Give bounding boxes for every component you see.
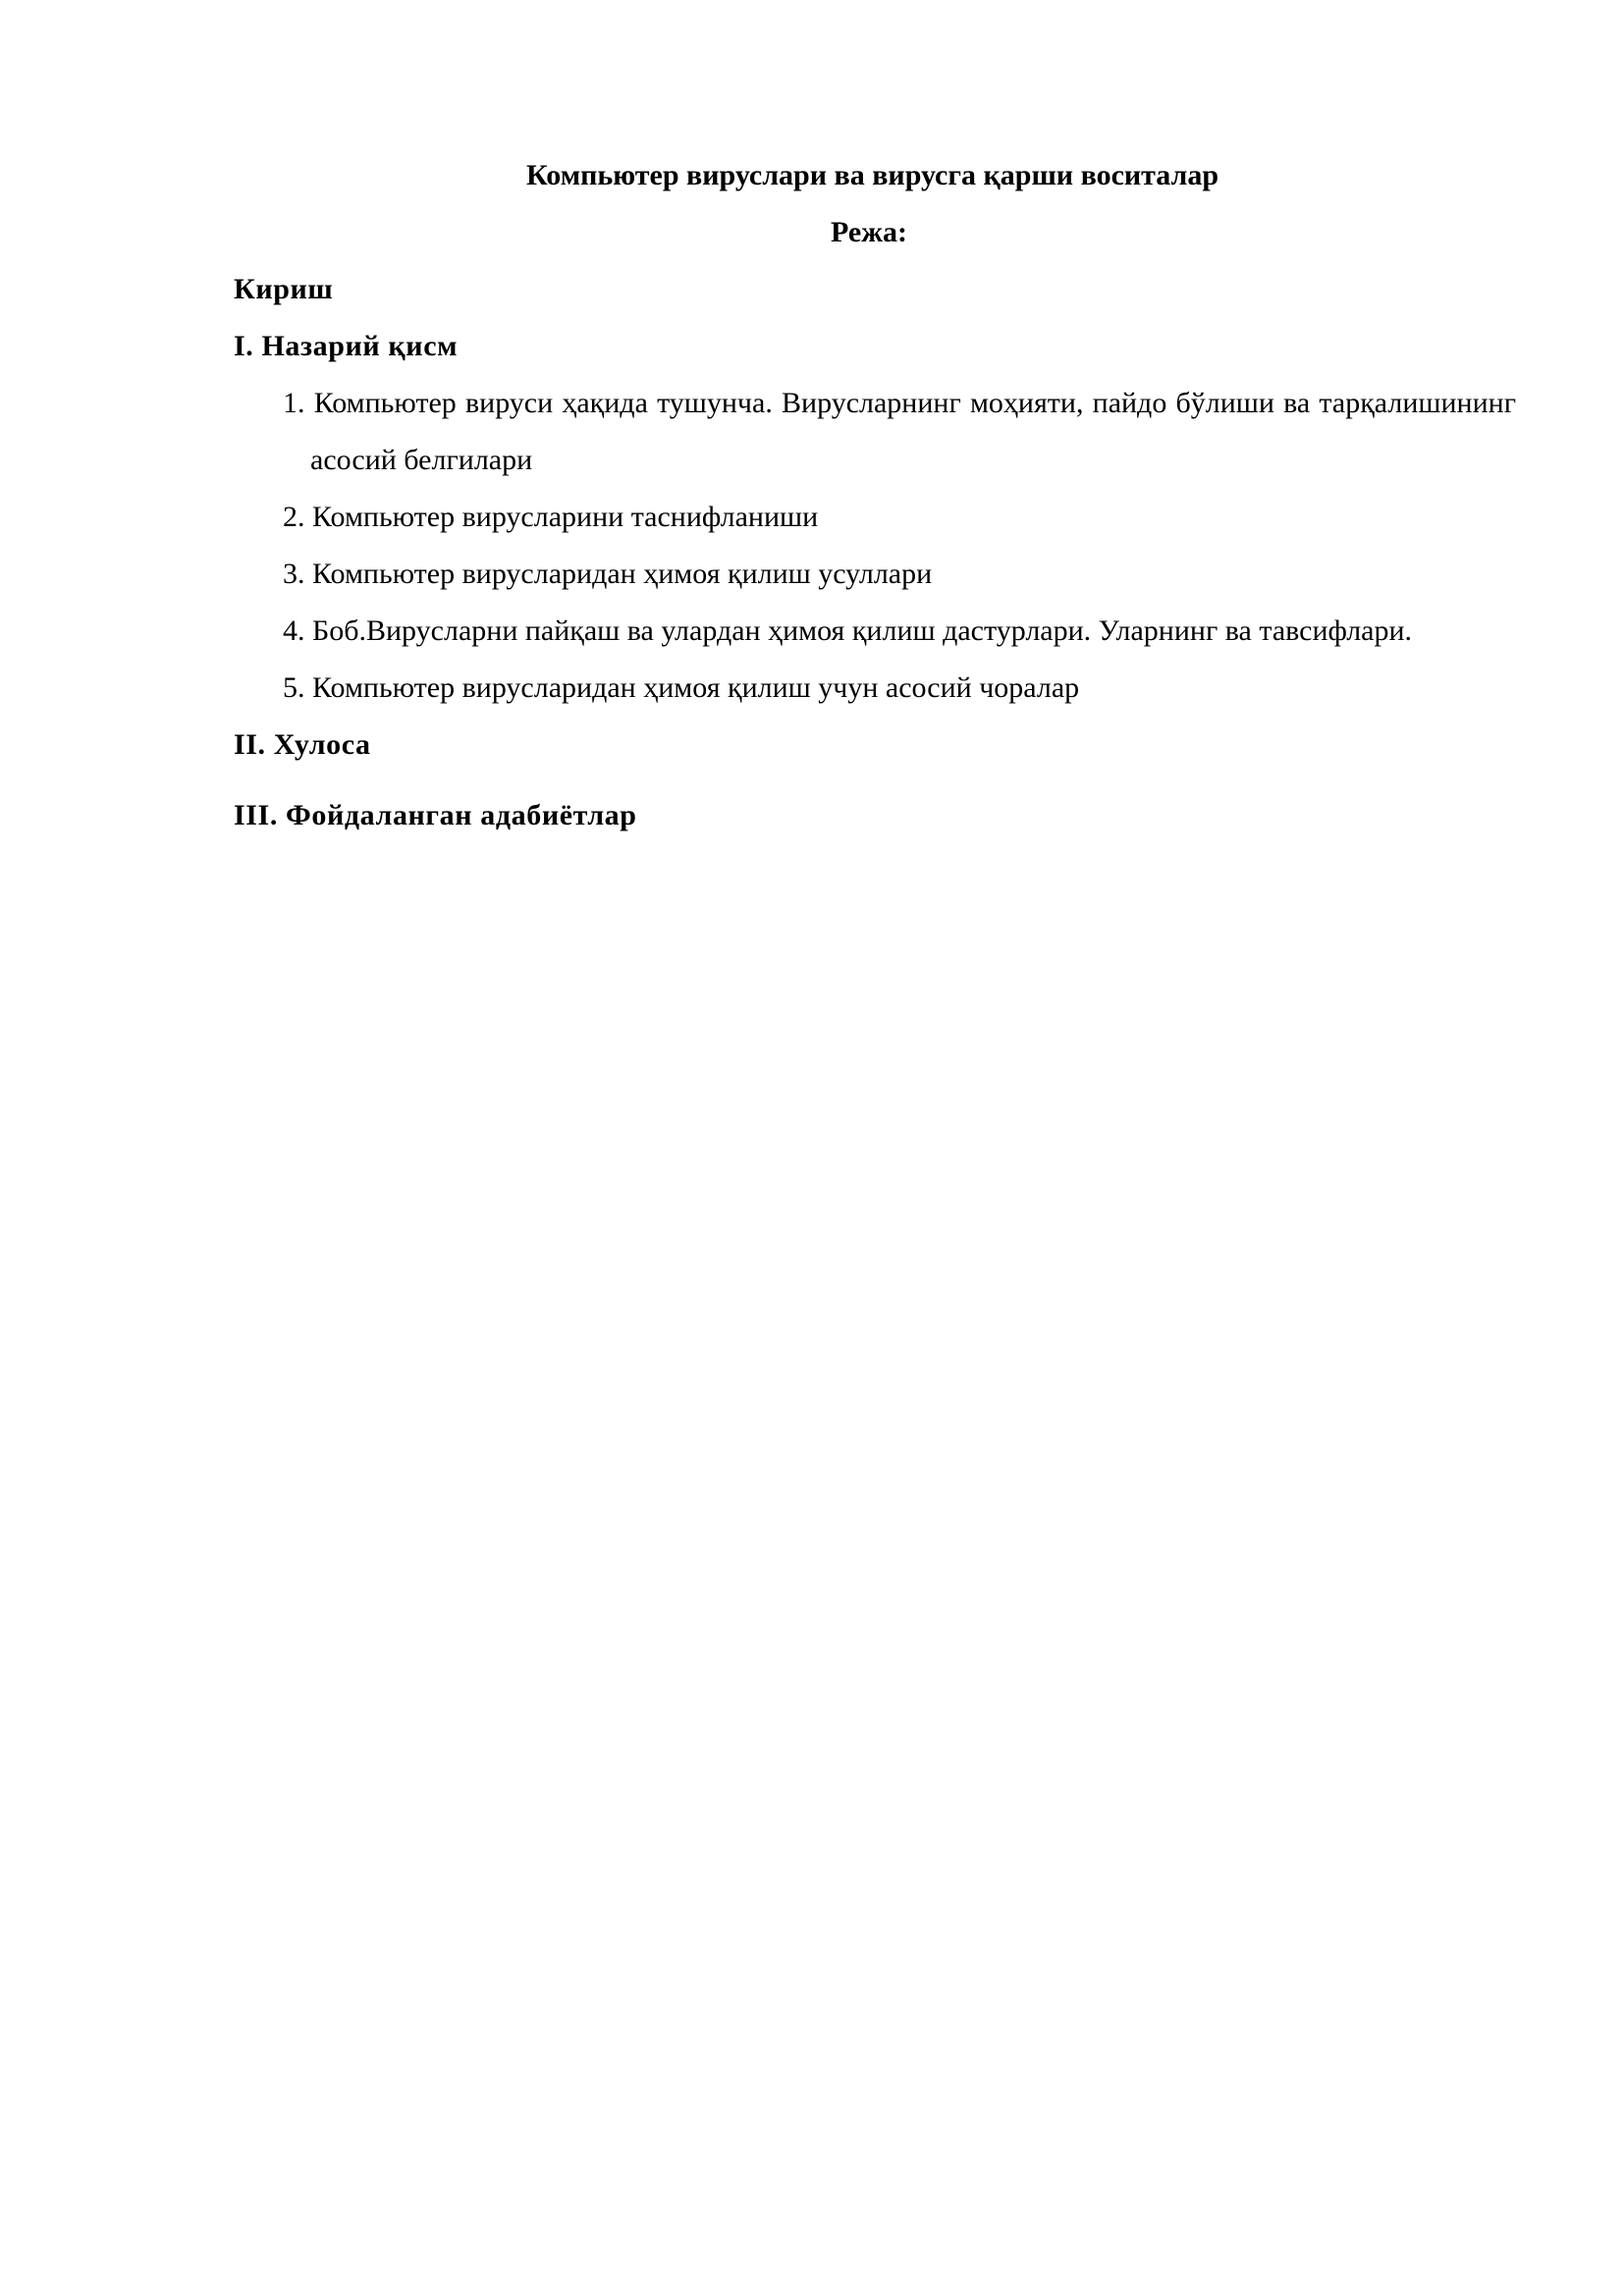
part3-heading: III. Фойдаланган адабиётлар bbox=[234, 799, 637, 831]
list-item bbox=[283, 660, 1516, 717]
list-item-number: 5. bbox=[283, 671, 305, 704]
document-title: Компьютер вируслари ва вирусга қарши воситалар bbox=[526, 159, 1219, 191]
list-item-text: Боб.Вирусларни пайқаш ва улардан ҳимоя қилиш дастурлари. Уларнинг ва тавсифлари. bbox=[312, 614, 1413, 647]
list-item bbox=[283, 375, 1516, 489]
plan-list bbox=[234, 375, 1516, 717]
part2-heading: II. Хулоса bbox=[234, 728, 371, 761]
intro-heading: Кириш bbox=[234, 273, 334, 305]
list-item bbox=[283, 546, 1516, 603]
list-item-number: 2. bbox=[283, 501, 305, 533]
list-item-text: Компьютер вирусларидан ҳимоя қилиш усуллари bbox=[312, 558, 933, 590]
list-item-text: Компьютер вирусларидан ҳимоя қилиш учун асосий чоралар bbox=[312, 671, 1080, 704]
list-item-text: Компьютер вируси ҳақида тушунча. Вирусларнинг моҳияти, пайдо бўлиши ва тарқалишининг асосий белгилари bbox=[310, 387, 1517, 476]
list-item-number: 1. bbox=[283, 387, 305, 419]
document-content bbox=[234, 147, 1516, 844]
list-item-number: 4. bbox=[283, 614, 305, 647]
part1-heading: I. Назарий қисм bbox=[234, 330, 459, 362]
list-item-number: 3. bbox=[283, 558, 305, 590]
plan-heading: Режа: bbox=[831, 216, 907, 248]
list-item bbox=[283, 489, 1516, 546]
list-item-text: Компьютер вирусларини таснифланиши bbox=[312, 501, 819, 533]
list-item bbox=[283, 603, 1516, 660]
